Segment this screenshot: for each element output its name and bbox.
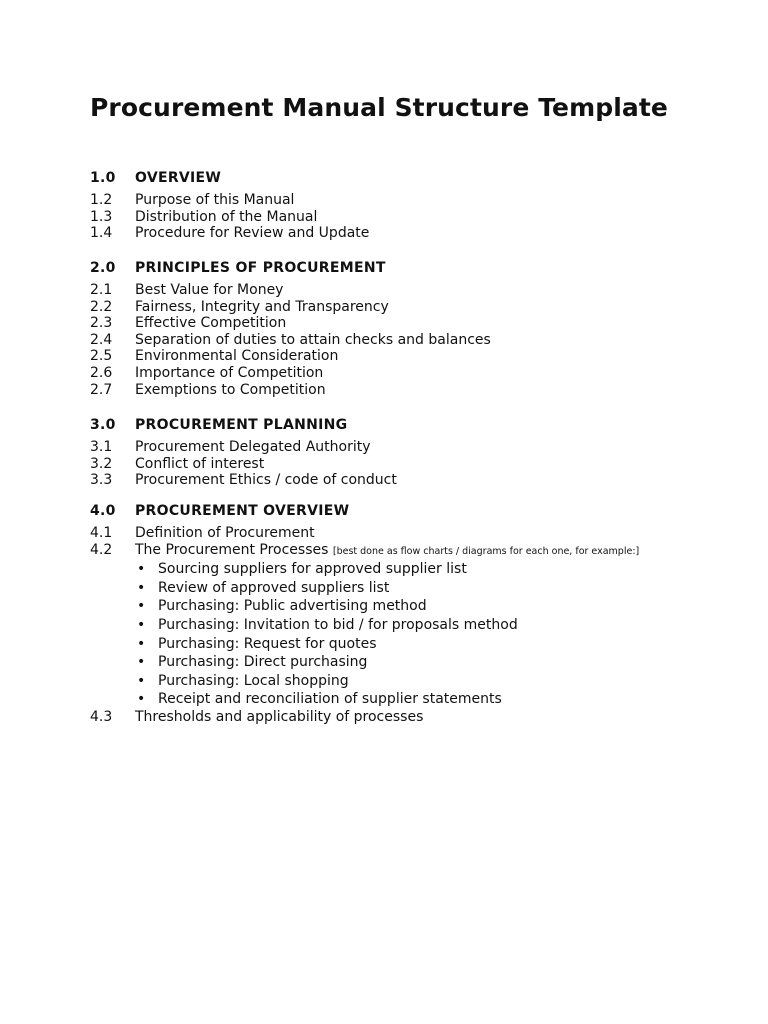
bullet-text: Purchasing: Public advertising method — [158, 598, 427, 615]
list-item — [90, 348, 710, 365]
item-number: 1.3 — [90, 208, 113, 225]
bullet-icon: • — [137, 579, 146, 596]
item-number: 2.5 — [90, 348, 113, 365]
item-number: 1.2 — [90, 192, 113, 208]
section-title: PRINCIPLES OF PROCUREMENT — [135, 260, 386, 276]
list-item — [90, 472, 710, 489]
bullet-icon: • — [137, 672, 146, 689]
section-title: PROCUREMENT PLANNING — [135, 417, 348, 433]
item-text: Exemptions to Competition — [135, 381, 326, 398]
item-text: The Procurement Processes — [135, 541, 329, 558]
process-bullet-list — [90, 560, 710, 709]
item-number: 3.2 — [90, 455, 113, 472]
bullet-icon: • — [137, 654, 146, 671]
section-title: PROCUREMENT OVERVIEW — [135, 503, 350, 519]
item-text: Importance of Competition — [135, 364, 324, 381]
item-number: 3.3 — [90, 472, 113, 489]
list-item — [90, 439, 710, 456]
bullet-icon: • — [137, 635, 146, 652]
item-number: 2.7 — [90, 381, 113, 398]
item-number: 4.3 — [90, 708, 113, 725]
bullet-text: Sourcing suppliers for approved supplier list — [158, 561, 467, 578]
list-item — [90, 709, 710, 726]
bullet-item — [90, 653, 710, 672]
bullet-text: Purchasing: Request for quotes — [158, 635, 377, 652]
section-heading — [90, 415, 710, 435]
bullet-icon: • — [137, 561, 146, 578]
bullet-item — [90, 635, 710, 654]
bullet-text: Receipt and reconciliation of supplier statements — [158, 691, 502, 708]
bullet-text: Purchasing: Local shopping — [158, 672, 349, 689]
section-planning — [90, 415, 710, 489]
item-number: 2.1 — [90, 282, 113, 298]
item-text: Purpose of this Manual — [135, 192, 295, 208]
section-principles — [90, 258, 710, 398]
item-text: Procurement Delegated Authority — [135, 439, 371, 455]
item-text: Fairness, Integrity and Transparency — [135, 298, 389, 315]
item-number: 3.1 — [90, 439, 113, 455]
bullet-item — [90, 690, 710, 709]
item-text: Definition of Procurement — [135, 525, 315, 541]
item-number: 4.1 — [90, 525, 113, 541]
section-number: 3.0 — [90, 417, 116, 433]
item-text: Thresholds and applicability of processes — [135, 708, 424, 725]
list-item — [90, 209, 710, 226]
list-item — [90, 192, 710, 209]
document-title: Procurement Manual Structure Template — [90, 93, 668, 122]
section-title: OVERVIEW — [135, 170, 222, 186]
item-number: 2.4 — [90, 331, 113, 348]
item-text: Environmental Consideration — [135, 348, 339, 365]
bullet-item — [90, 579, 710, 598]
bullet-text: Review of approved suppliers list — [158, 579, 390, 596]
item-text: Effective Competition — [135, 315, 287, 332]
bullet-item — [90, 616, 710, 635]
item-number: 2.2 — [90, 298, 113, 315]
list-item — [90, 299, 710, 316]
section-heading — [90, 168, 710, 188]
section-heading — [90, 258, 710, 278]
list-item — [90, 382, 710, 399]
item-number: 1.4 — [90, 225, 113, 242]
list-item — [90, 365, 710, 382]
section-number: 2.0 — [90, 260, 116, 276]
item-text: Conflict of interest — [135, 455, 265, 472]
bullet-item — [90, 597, 710, 616]
list-item — [90, 315, 710, 332]
list-item — [90, 282, 710, 299]
bullet-item — [90, 560, 710, 579]
item-text: Best Value for Money — [135, 282, 284, 298]
bullet-icon: • — [137, 616, 146, 633]
list-item — [90, 456, 710, 473]
item-number: 4.2 — [90, 541, 113, 558]
item-number: 2.3 — [90, 315, 113, 332]
section-heading — [90, 501, 710, 521]
item-text: Procurement Ethics / code of conduct — [135, 472, 397, 489]
list-item — [90, 525, 710, 542]
section-number: 4.0 — [90, 503, 116, 519]
bullet-item — [90, 672, 710, 691]
bullet-icon: • — [137, 598, 146, 615]
bullet-text: Purchasing: Invitation to bid / for proposals method — [158, 616, 518, 633]
item-text: Procedure for Review and Update — [135, 225, 370, 242]
item-text: Separation of duties to attain checks and balances — [135, 331, 491, 348]
item-text: Distribution of the Manual — [135, 208, 318, 225]
list-item — [90, 542, 710, 561]
list-item — [90, 332, 710, 349]
section-number: 1.0 — [90, 170, 116, 186]
section-overview — [90, 168, 710, 242]
section-procurement-overview — [90, 501, 710, 726]
bullet-icon: • — [137, 691, 146, 708]
bullet-text: Purchasing: Direct purchasing — [158, 654, 368, 671]
item-number: 2.6 — [90, 364, 113, 381]
list-item — [90, 225, 710, 242]
item-note: [best done as flow charts / diagrams for each one, for example:] — [332, 545, 640, 557]
